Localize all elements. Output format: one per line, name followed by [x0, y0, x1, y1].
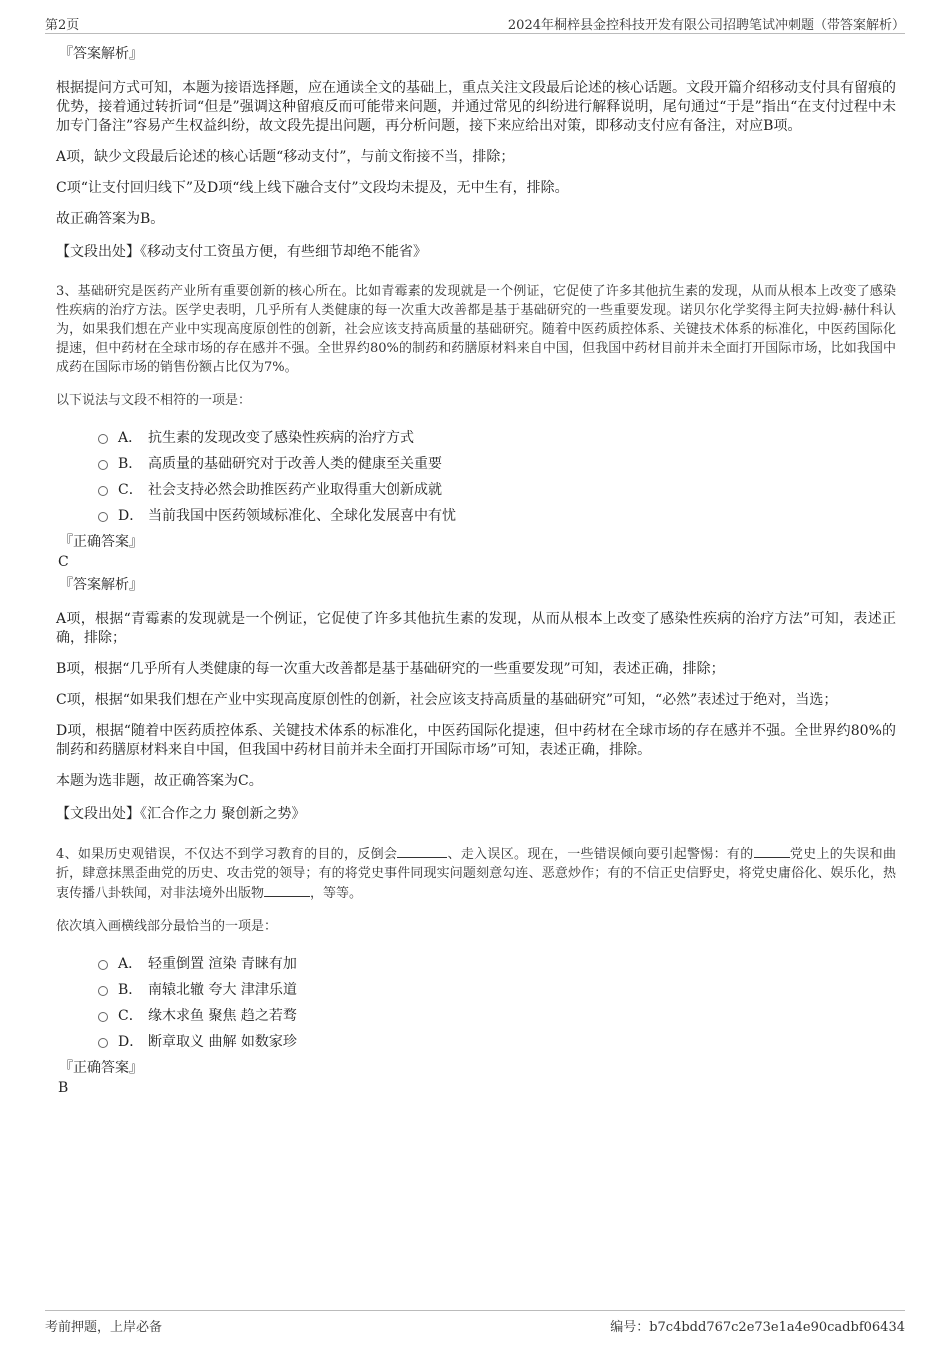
document-id: 编号：b7c4bdd767c2e73e1a4e90cadbf06434 — [610, 1320, 905, 1335]
q2-analysis — [56, 44, 896, 262]
analysis-paragraph: B项，根据“几乎所有人类健康的每一次重大改善都是基于基础研究的一些重要发现”可知，表述正确，排除； — [56, 661, 725, 677]
analysis-paragraph: C项“让支付回归线下”及D项“线上线下融合支付”文段均未提及，无中生有，排除。 — [56, 180, 569, 196]
page-number: 第2页 — [45, 18, 80, 33]
question-prompt: 依次填入画横线部分最恰当的一项是： — [56, 919, 278, 934]
radio-button[interactable] — [98, 460, 108, 470]
option-d[interactable]: D． 断章取义 曲解 如数家珍 — [98, 1028, 896, 1054]
correct-answer: C — [58, 554, 69, 570]
option-b[interactable]: B． 高质量的基础研究对于改善人类的健康至关重要 — [98, 450, 896, 476]
question-text: 4、如果历史观错误，不仅达不到学习教育的目的，反倒会 、走入误区。现在，一些错误倾向要引起警惕：有的 党史上的失误和曲折，肆意抹黑歪曲党的历史、攻击党的领导；有的将党史事件同现实问题刻意勾连、恶意炒作；有的不信正史信野史，将党史庸俗化、娱乐化，热衷传播八卦轶闻，对非法境外出版物 ，等等。 — [56, 844, 896, 903]
radio-button[interactable] — [98, 512, 108, 522]
radio-button[interactable] — [98, 1038, 108, 1048]
option-text: 抗生素的发现改变了感染性疾病的治疗方式 — [148, 430, 414, 446]
option-text: 社会支持必然会助推医药产业取得重大创新成就 — [148, 482, 442, 498]
fill-blank — [397, 844, 447, 858]
page-footer — [45, 1310, 905, 1334]
radio-button[interactable] — [98, 434, 108, 444]
option-c[interactable]: C． 缘木求鱼 聚焦 趋之若骛 — [98, 1002, 896, 1028]
analysis-paragraph: C项，根据“如果我们想在产业中实现高度原创性的创新，社会应该支持高质量的基础研究”可知，“必然”表述过于绝对，当选； — [56, 692, 838, 708]
page-content — [56, 44, 896, 1098]
document-title: 2024年桐梓县金控科技开发有限公司招聘笔试冲刺题（带答案解析） — [507, 18, 905, 33]
radio-button[interactable] — [98, 986, 108, 996]
radio-button[interactable] — [98, 960, 108, 970]
analysis-paragraph: A项，缺少文段最后论述的核心话题“移动支付”，与前文衔接不当，排除； — [56, 149, 515, 165]
footer-slogan: 考前押题，上岸必备 — [45, 1320, 163, 1335]
question-prompt: 以下说法与文段不相符的一项是： — [56, 393, 252, 408]
fill-blank — [264, 883, 310, 897]
options-list — [98, 950, 896, 1054]
question-text: 3、基础研究是医药产业所有重要创新的核心所在。比如青霉素的发现就是一个例证，它促使了许多其他抗生素的发现，从而从根本上改变了感染性疾病的治疗方法。医学史表明，几乎所有人类健康的每一次重大改善都是基于基础研究的一些重要发现。诺贝尔化学奖得主阿夫拉姆·赫什科认为，如果我们想在产业中实现高度原创性的创新，社会应该支持高质量的基础研究。随着中医药质控体系、关键技术体系的标准化，中医药国际化提速，但中药材在全球市场的存在感并不强。全世界约80%的制药和药膳原材料来自中国，但我国中药材目前并未全面打开国际市场，比如我国中成药在国际市场的销售份额占比仅为7%。 — [56, 284, 896, 375]
option-d[interactable]: D． 当前我国中医药领域标准化、全球化发展喜中有忧 — [98, 502, 896, 528]
option-text: 轻重倒置 渲染 青睐有加 — [148, 956, 297, 972]
question-4 — [56, 844, 896, 1098]
analysis-paragraph: 本题为选非题，故正确答案为C。 — [56, 773, 263, 789]
option-a[interactable]: A． 轻重倒置 渲染 青睐有加 — [98, 950, 896, 976]
correct-answer: B — [58, 1080, 69, 1096]
analysis-paragraph: A项，根据“青霉素的发现就是一个例证，它促使了许多其他抗生素的发现，从而从根本上改变了感染性疾病的治疗方法”可知，表述正确，排除； — [56, 611, 896, 646]
option-a[interactable]: A． 抗生素的发现改变了感染性疾病的治疗方式 — [98, 424, 896, 450]
correct-answer-label: 『正确答案』 — [59, 1060, 143, 1076]
option-c[interactable]: C． 社会支持必然会助推医药产业取得重大创新成就 — [98, 476, 896, 502]
option-text: 缘木求鱼 聚焦 趋之若骛 — [148, 1008, 297, 1024]
analysis-label: 『答案解析』 — [59, 46, 143, 62]
radio-button[interactable] — [98, 486, 108, 496]
analysis-paragraph: D项，根据“随着中医药质控体系、关键技术体系的标准化，中医药国际化提速，但中药材在全球市场的存在感并不强。全世界约80%的制药和药膳原材料来自中国，但我国中药材目前并未全面打开国际市场”可知，表述正确，排除。 — [56, 723, 896, 758]
radio-button[interactable] — [98, 1012, 108, 1022]
option-text: 当前我国中医药领域标准化、全球化发展喜中有忧 — [148, 508, 456, 524]
fill-blank — [754, 844, 790, 858]
option-text: 南辕北辙 夸大 津津乐道 — [148, 982, 297, 998]
analysis-paragraph: 根据提问方式可知，本题为接语选择题，应在通读全文的基础上，重点关注文段最后论述的核心话题。文段开篇介绍移动支付具有留痕的优势，接着通过转折词“但是”强调这种留痕反而可能带来问题，并通过常见的纠纷进行解释说明，尾句通过“于是”指出“在支付过程中未加专门备注”容易产生权益纠纷，故文段先提出问题，再分析问题，接下来应给出对策，即移动支付应有备注，对应B项。 — [56, 80, 896, 134]
page-header — [45, 14, 905, 34]
passage-source: 【文段出处】《汇合作之力 聚创新之势》 — [56, 806, 306, 822]
option-text: 高质量的基础研究对于改善人类的健康至关重要 — [148, 456, 442, 472]
question-3 — [56, 282, 896, 824]
analysis-label: 『答案解析』 — [59, 577, 143, 593]
option-b[interactable]: B． 南辕北辙 夸大 津津乐道 — [98, 976, 896, 1002]
analysis-paragraph: 故正确答案为B。 — [56, 211, 165, 227]
option-text: 断章取义 曲解 如数家珍 — [148, 1034, 297, 1050]
passage-source: 【文段出处】《移动支付工资虽方便，有些细节却绝不能省》 — [56, 244, 427, 260]
options-list — [98, 424, 896, 528]
correct-answer-label: 『正确答案』 — [59, 534, 143, 550]
